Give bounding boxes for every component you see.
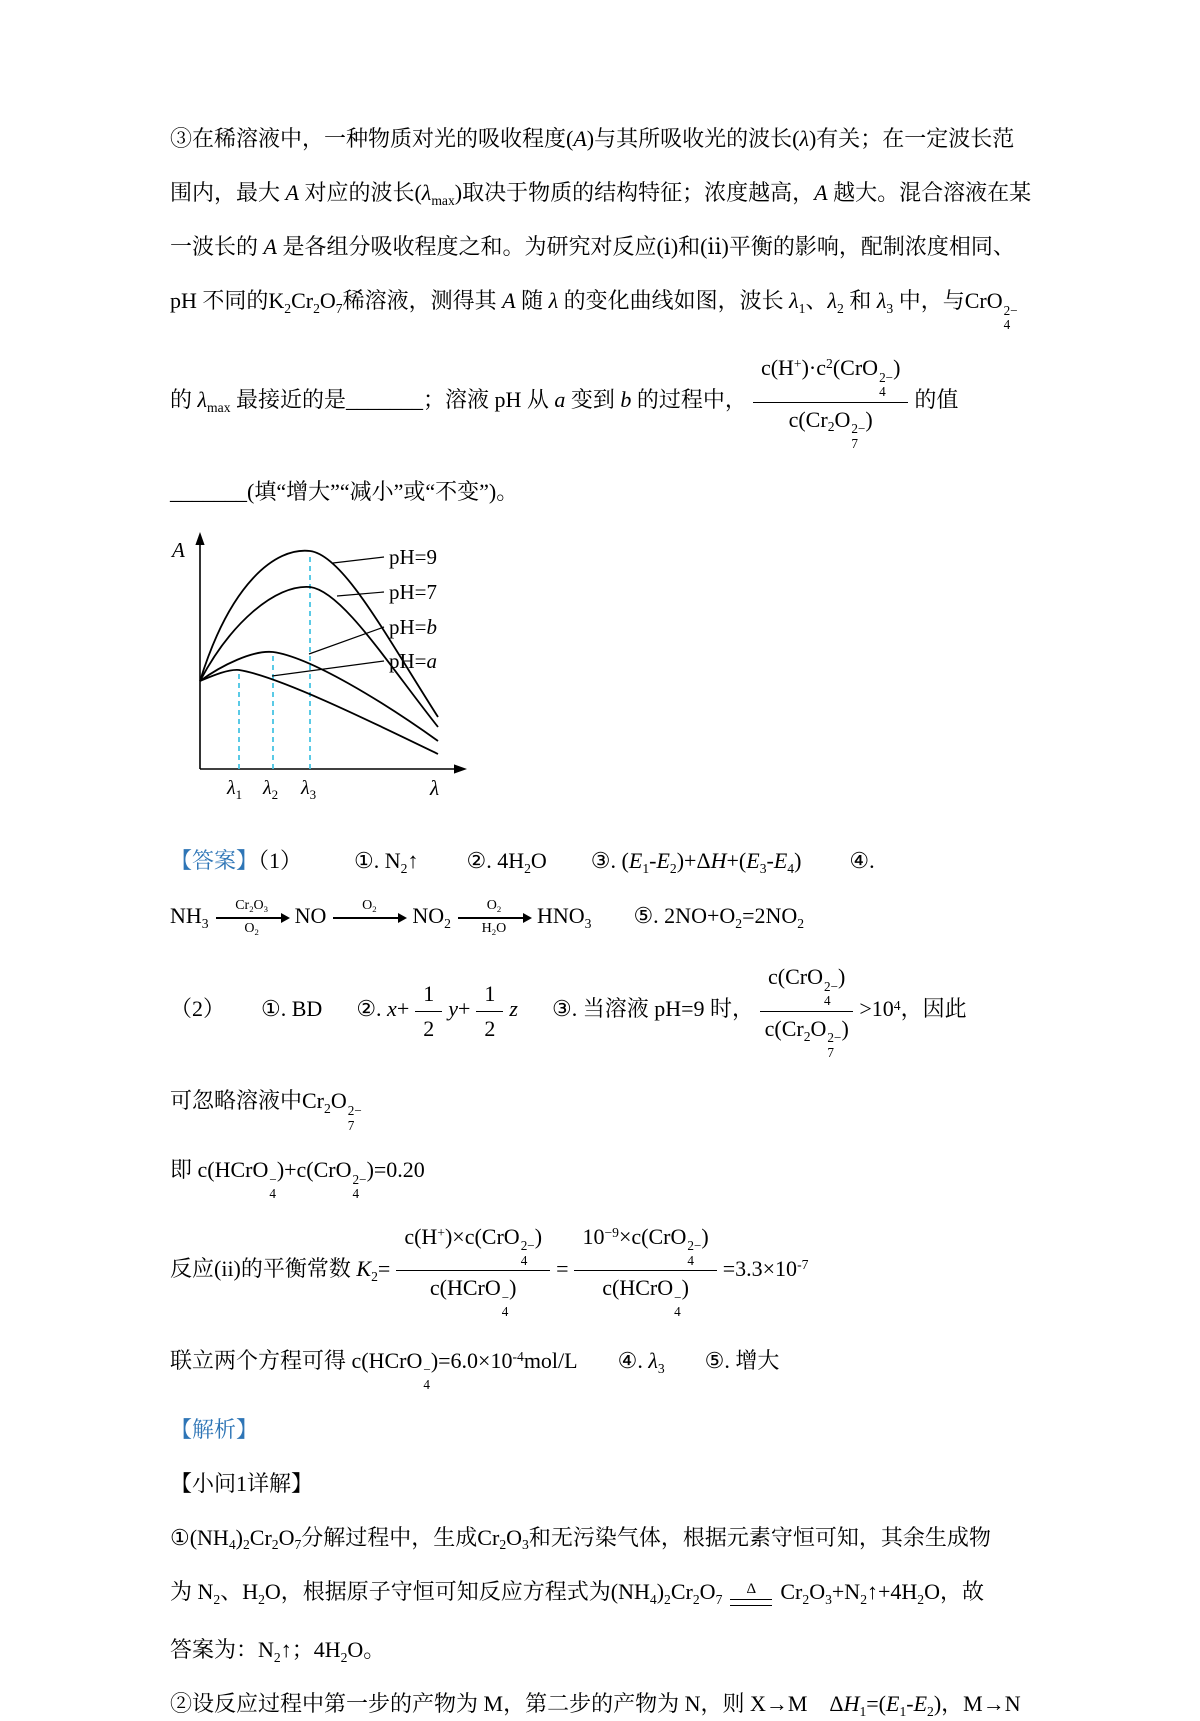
answer-line-1 [170,844,1032,878]
curve-label-phb: pH=b [389,615,438,640]
analysis-subquestion1-header: 【小问1详解】 [170,1470,314,1496]
answer-line-2-reaction-chain: $NH_3$ $\frac{Cr_2O_3}{O_2}$ NO $O_2$ $NO_2$ $\frac{O_2}{H_2O}$ $HNO_3$ ⑤. $2NO+O_2=2NO_2$ [170,898,805,938]
analysis-line-1: $①(NH_4)_2Cr_2O_7$分解过程中，生成$Cr_2O_3$和无污染气体，根据元素守恒可知，其余生成物 [170,1524,991,1553]
analysis-line-4: ②设反应过程中第一步的产物为 M，第二步的产物为 N，则 X→M $\Delta H_1=(E_1-E_2)$，M→N [170,1690,1021,1719]
leader-ph9 [333,557,384,563]
answer-line-4: 可忽略溶液中$Cr_2O$ 2− 7 [170,1088,362,1133]
x-axis-label: λ [430,776,440,801]
analysis-header-line [170,1413,1032,1447]
curve-label-ph9: pH=9 [389,545,438,570]
y-axis-label: A [172,538,185,563]
curve-pha [200,670,438,754]
analysis-label: 【解析】 [170,1416,259,1442]
answer-line-5: 即 c(HCrO − 4 )+c(CrO 2− 4 )=0.20 [170,1157,425,1202]
question-line-1: ③在稀溶液中，一种物质对光的吸收程度(A)与其所吸收光的波长(λ)有关；在一定波长范 [170,126,1015,151]
question-line-4: pH 不同的$K_2Cr_2O_7$稀溶液，测得其 A 随 λ 的变化曲线如图，波长 $\lambda_1$、$\lambda_2$ 和 $\lambda_3$ 中，与CrO 2− 4 [170,288,1018,333]
answer-line-7: 联立两个方程可得 c(HCrO − 4 )$=6.0\times 10^{-4}mol/L$ ④. $\lambda_3$ ⑤. 增大 [170,1347,780,1392]
analysis-line-2-decomposition-equation: 为 $N_2$、$H_2O$，根据原子守恒可知反应方程式为$(NH_4)_2Cr_2O_7$ Δ $Cr_2O_3+N_2↑+4H_2O$，故 [170,1578,984,1607]
x-axis-arrow-icon [454,765,467,774]
absorbance-vs-wavelength-chart [160,529,1032,834]
answer-line-6-equilibrium-constant: 反应(ii)的平衡常数 $K_2=$ c(H+)×c(CrO 2− 4 ) c(HCrO − 4 ) = $10^{-9}\times c(CrO$ 2− 4 ) c(HCrO − 4 ) $=3.3\times 10^{-7}$ [170,1223,809,1320]
leader-pha [272,661,384,676]
question-line-6: _______(填“增大”“减小”或“不变”)。 [170,479,519,505]
curve-label-ph7: pH=7 [389,580,438,605]
question-line-2: 围内，最大 A 对应的波长$(\lambda_{max})$取决于物质的结构特征；浓度越高，A 越大。混合溶液在某 [170,180,1032,208]
answer-line-3: （2） ①. BD ②. x+ $\frac{1}{2}$ y+ $\frac{1}{2}$ z ③. 当溶液 pH=9 时， c(CrO 2− 4 ) $c(Cr_2O$ 2− 7 ) $>10^4$，因此 [170,964,967,1060]
y-axis-arrow-icon [195,532,204,545]
analysis-line-3: 答案为：$N_2↑$；$4H_2O$。 [170,1636,386,1665]
question-line-5: 的 $\lambda_{max}$ 最接近的是_______；溶液 pH 从 a 变到 b 的过程中， $c(H^+)\cdot c^2(CrO$ 2− 4 ) $c(Cr_2O$ 2− 7 ) 的值 [170,354,959,451]
tick-lambda2: $\lambda_2$ [263,777,279,803]
chart-svg [160,529,640,829]
answer-items-part1: （1） ①. $N_2↑$ ②. $4H_2O$ ③. $(E_1-E_2)+\Delta H+(E_3-E_4)$ ④. [258,848,875,877]
question-line-3: 一波长的 A 是各组分吸收程度之和。为研究对反应(ⅰ)和(ⅱ)平衡的影响，配制浓度相同、 [170,234,1015,260]
curve-label-pha: pH=a [389,649,438,674]
answer-label: 【答案】 [170,848,259,874]
tick-lambda3: $\lambda_3$ [301,777,317,803]
tick-lambda1: $\lambda_1$ [227,777,243,803]
